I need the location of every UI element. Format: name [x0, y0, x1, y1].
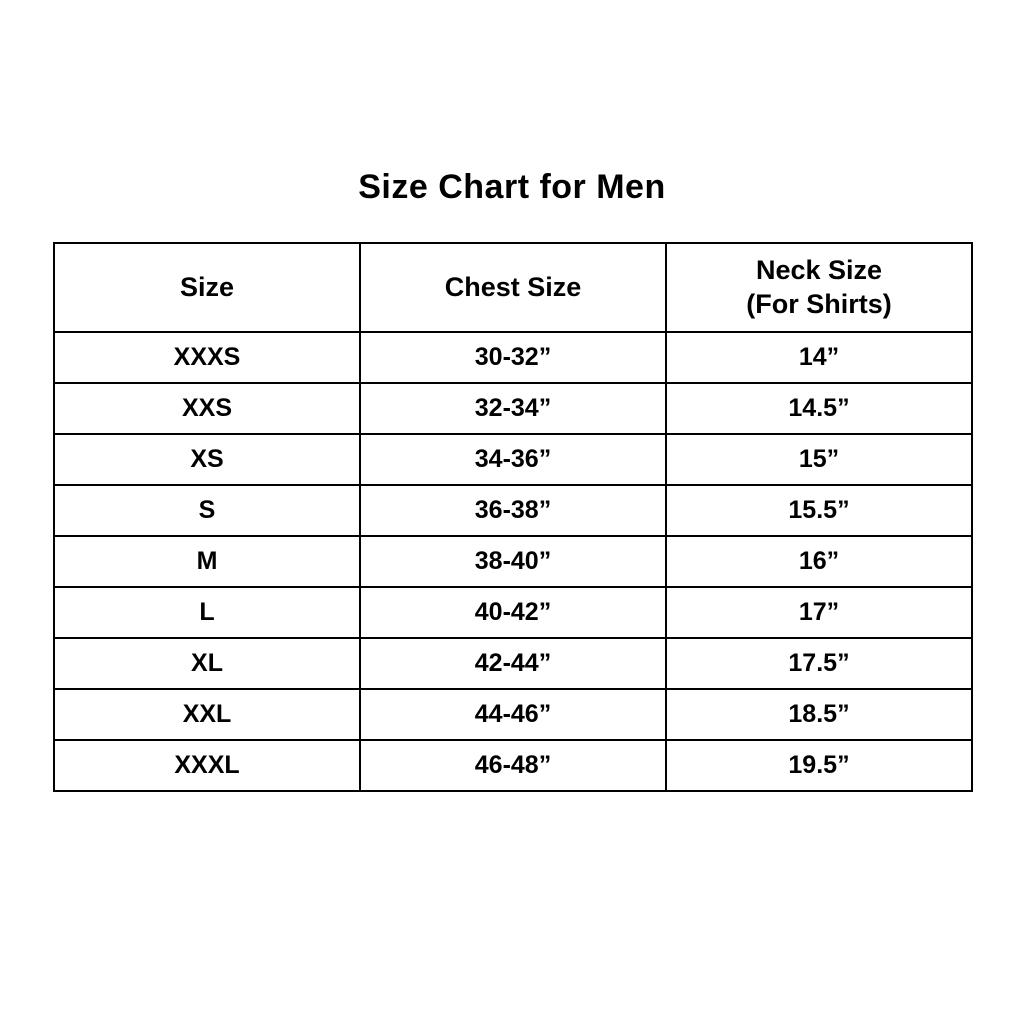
table-row: [54, 587, 972, 638]
header-neck-size-sublabel: (For Shirts): [746, 288, 892, 319]
page-title: Size Chart for Men: [358, 168, 666, 206]
size-cell: XXL: [54, 689, 360, 740]
table-row: [54, 689, 972, 740]
chest-size-cell: 44-46”: [360, 689, 666, 740]
chest-size-cell: 36-38”: [360, 485, 666, 536]
size-cell: M: [54, 536, 360, 587]
neck-size-cell: 19.5”: [666, 740, 972, 791]
neck-size-cell: 15.5”: [666, 485, 972, 536]
header-neck-size: [666, 243, 972, 332]
table-row: [54, 434, 972, 485]
size-cell: XL: [54, 638, 360, 689]
size-chart-table: [53, 242, 973, 792]
chest-size-cell: 32-34”: [360, 383, 666, 434]
table-row: [54, 740, 972, 791]
table-row: [54, 485, 972, 536]
table-row: [54, 332, 972, 383]
size-cell: L: [54, 587, 360, 638]
header-chest-size: [360, 243, 666, 332]
size-cell: XS: [54, 434, 360, 485]
size-cell: XXS: [54, 383, 360, 434]
header-chest-size-label: Chest Size: [444, 271, 582, 302]
size-cell: XXXS: [54, 332, 360, 383]
neck-size-cell: 14.5”: [666, 383, 972, 434]
table-header: [54, 243, 972, 332]
size-table-body: [54, 332, 972, 791]
size-cell: S: [54, 485, 360, 536]
neck-size-cell: 18.5”: [666, 689, 972, 740]
neck-size-cell: 17”: [666, 587, 972, 638]
chest-size-cell: 38-40”: [360, 536, 666, 587]
chest-size-cell: 46-48”: [360, 740, 666, 791]
neck-size-cell: 16”: [666, 536, 972, 587]
table-row: [54, 536, 972, 587]
neck-size-cell: 14”: [666, 332, 972, 383]
table-row: [54, 383, 972, 434]
chest-size-cell: 34-36”: [360, 434, 666, 485]
size-cell: XXXL: [54, 740, 360, 791]
neck-size-cell: 15”: [666, 434, 972, 485]
neck-size-cell: 17.5”: [666, 638, 972, 689]
chest-size-cell: 30-32”: [360, 332, 666, 383]
table-row: [54, 638, 972, 689]
header-size: [54, 243, 360, 332]
header-neck-size-label: Neck Size: [755, 254, 883, 285]
header-row: [54, 243, 972, 332]
header-size-label: Size: [179, 271, 235, 302]
chest-size-cell: 42-44”: [360, 638, 666, 689]
chest-size-cell: 40-42”: [360, 587, 666, 638]
